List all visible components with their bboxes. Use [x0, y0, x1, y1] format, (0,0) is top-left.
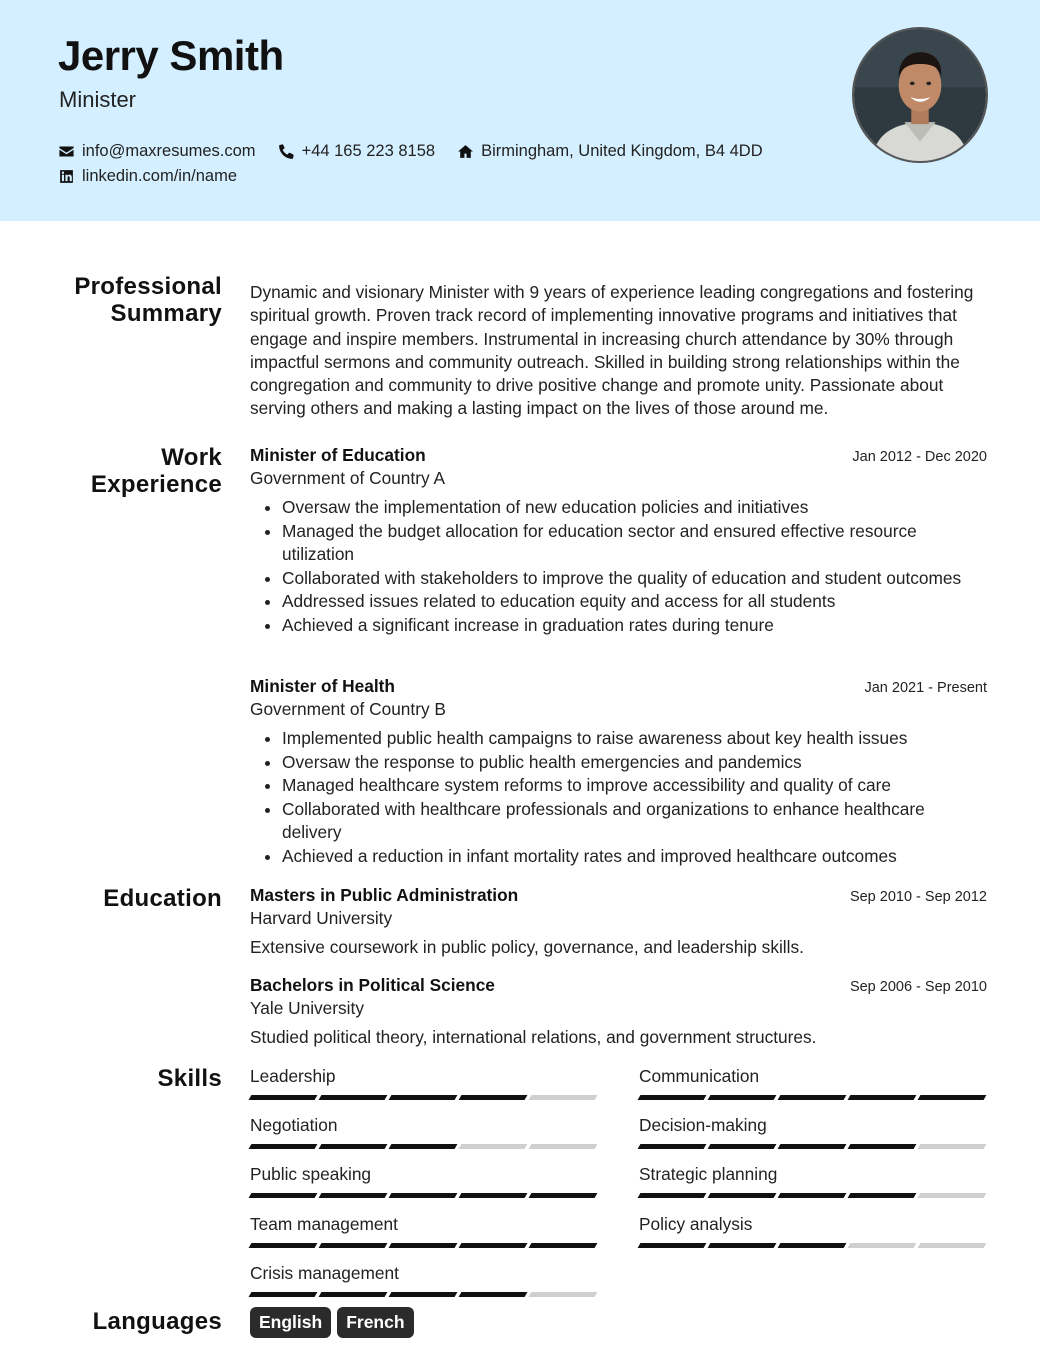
skill-name: Team management — [250, 1214, 398, 1234]
linkedin-icon — [58, 168, 75, 185]
work-heading — [91, 444, 222, 498]
skill-level-segment — [778, 1144, 847, 1149]
skill-level-segment — [459, 1193, 528, 1198]
skill-level-segment — [389, 1095, 458, 1100]
skills-heading: Skills — [157, 1065, 222, 1092]
skill-level-bar — [250, 1095, 598, 1100]
education-desc: Extensive coursework in public policy, governance, and leadership skills. — [250, 937, 804, 957]
skill-item — [639, 1115, 987, 1149]
skill-level-bar — [250, 1243, 598, 1248]
language-tag: English — [250, 1307, 331, 1338]
skill-item — [250, 1115, 598, 1149]
skill-level-segment — [319, 1193, 388, 1198]
job-entry-title: Minister of Education — [250, 445, 426, 465]
skill-level-segment — [249, 1095, 318, 1100]
linkedin-text: linkedin.com/in/name — [82, 166, 237, 185]
list-item: • Collaborated with stakeholders to improve the quality of education and student outcomes — [282, 567, 987, 591]
summary-text: Dynamic and visionary Minister with 9 years of experience leading congregations and fostering spiritual growth. Proven track record of implementing innovative programs and initiatives that engage and inspire members. Instrumental in increasing church attendance by 30% through impactful sermons and community outreach. Skilled in building strong relationships within the congregation and community to drive positive change and promote unity. Passionate about serving others and making a lasting impact on the lives of those around me. — [250, 282, 974, 419]
skill-level-segment — [638, 1193, 707, 1198]
phone-icon — [278, 143, 295, 160]
list-item: • Collaborated with healthcare professionals and organizations to enhance healthcare delivery — [282, 798, 987, 845]
education-date: Sep 2010 - Sep 2012 — [849, 889, 987, 905]
header-banner — [0, 0, 1040, 221]
phone-text: +44 165 223 8158 — [301, 141, 436, 160]
degree-title: Bachelors in Political Science — [250, 975, 495, 995]
list-item: • Oversaw the implementation of new education policies and initiatives — [282, 496, 987, 520]
skill-level-segment — [708, 1193, 777, 1198]
skill-level-segment — [319, 1292, 388, 1297]
skill-level-segment — [459, 1144, 528, 1149]
job-bullets — [250, 727, 987, 868]
home-icon — [457, 143, 474, 160]
skill-name: Public speaking — [250, 1164, 372, 1184]
job-bullets — [250, 496, 987, 637]
skill-item — [250, 1263, 598, 1297]
job-entry-date: Jan 2012 - Dec 2020 — [852, 449, 987, 465]
language-tag: French — [337, 1307, 413, 1338]
skill-level-segment — [848, 1095, 917, 1100]
linkedin-contact[interactable] — [58, 167, 237, 186]
skill-level-bar — [250, 1292, 598, 1297]
summary-heading-line1: Professional — [74, 273, 222, 300]
job-title: Minister — [59, 87, 137, 112]
job-entry — [250, 676, 987, 868]
address-text: Birmingham, United Kingdom, B4 4DD — [481, 141, 763, 160]
skill-level-segment — [708, 1095, 777, 1100]
skill-level-segment — [249, 1243, 318, 1248]
email-contact[interactable] — [58, 142, 256, 161]
skill-level-segment — [708, 1144, 777, 1149]
skill-name: Strategic planning — [639, 1164, 778, 1184]
skill-item — [250, 1214, 598, 1248]
skill-level-bar — [639, 1243, 987, 1248]
school-name: Yale University — [250, 998, 364, 1018]
skill-level-segment — [918, 1095, 987, 1100]
skill-level-segment — [389, 1144, 458, 1149]
profile-photo — [852, 27, 988, 163]
job-entry — [250, 445, 987, 637]
list-item: • Oversaw the response to public health emergencies and pandemics — [282, 751, 987, 775]
skill-level-segment — [778, 1095, 847, 1100]
skill-name: Leadership — [250, 1066, 336, 1086]
skill-level-segment — [638, 1243, 707, 1248]
summary-heading-line2: Summary — [110, 300, 222, 327]
skill-level-bar — [250, 1144, 598, 1149]
skill-level-segment — [319, 1243, 388, 1248]
skill-level-segment — [848, 1144, 917, 1149]
skill-level-segment — [459, 1292, 528, 1297]
education-heading: Education — [103, 885, 222, 912]
list-item: • Achieved a significant increase in graduation rates during tenure — [282, 614, 987, 638]
skill-name: Crisis management — [250, 1263, 399, 1283]
address-contact — [457, 142, 763, 161]
degree-title: Masters in Public Administration — [250, 885, 519, 905]
education-entry — [250, 975, 987, 1049]
skill-level-segment — [918, 1193, 987, 1198]
skill-level-segment — [848, 1193, 917, 1198]
skill-level-bar — [250, 1193, 598, 1198]
language-tags — [250, 1307, 414, 1338]
skill-name: Decision-making — [639, 1115, 767, 1135]
skill-level-segment — [529, 1292, 598, 1297]
skill-level-segment — [389, 1243, 458, 1248]
skill-level-segment — [638, 1095, 707, 1100]
skill-level-segment — [319, 1095, 388, 1100]
skill-level-segment — [459, 1243, 528, 1248]
school-name: Harvard University — [250, 908, 393, 928]
education-desc: Studied political theory, international relations, and government structures. — [250, 1027, 817, 1047]
skill-level-segment — [249, 1144, 318, 1149]
skill-name: Negotiation — [250, 1115, 338, 1135]
job-entry-org: Government of Country A — [250, 468, 445, 488]
skill-item — [250, 1164, 598, 1198]
skill-level-segment — [249, 1193, 318, 1198]
skill-level-segment — [529, 1243, 598, 1248]
list-item: • Managed healthcare system reforms to improve accessibility and quality of care — [282, 774, 987, 798]
skill-level-bar — [639, 1095, 987, 1100]
contact-info — [58, 139, 785, 189]
skill-name: Communication — [639, 1066, 760, 1086]
envelope-icon — [58, 143, 75, 160]
skill-item — [639, 1066, 987, 1100]
candidate-name: Jerry Smith — [58, 32, 284, 79]
skill-level-segment — [848, 1243, 917, 1248]
skill-level-segment — [778, 1243, 847, 1248]
skill-level-segment — [918, 1144, 987, 1149]
skill-item — [250, 1066, 598, 1100]
job-entry-title: Minister of Health — [250, 676, 395, 696]
education-date: Sep 2006 - Sep 2010 — [849, 979, 987, 995]
job-entry-org: Government of Country B — [250, 699, 446, 719]
skill-item — [639, 1214, 987, 1248]
skill-level-segment — [249, 1292, 318, 1297]
skill-level-segment — [459, 1095, 528, 1100]
work-heading-line1: Work — [161, 444, 222, 471]
skill-level-segment — [529, 1095, 598, 1100]
skill-level-segment — [529, 1144, 598, 1149]
work-heading-line2: Experience — [90, 471, 222, 498]
skill-level-segment — [319, 1144, 388, 1149]
education-entry — [250, 885, 987, 959]
skill-level-bar — [639, 1144, 987, 1149]
skill-level-segment — [778, 1193, 847, 1198]
skill-level-segment — [918, 1243, 987, 1248]
summary-heading — [74, 273, 222, 327]
job-entry-date: Jan 2021 - Present — [864, 680, 987, 696]
skill-level-segment — [389, 1292, 458, 1297]
list-item: • Achieved a reduction in infant mortality rates and improved healthcare outcomes — [282, 845, 987, 869]
list-item: • Implemented public health campaigns to raise awareness about key health issues — [282, 727, 987, 751]
skill-name: Policy analysis — [639, 1214, 753, 1234]
list-item: • Addressed issues related to education equity and access for all students — [282, 590, 987, 614]
skill-level-segment — [529, 1193, 598, 1198]
skill-level-segment — [389, 1193, 458, 1198]
languages-heading: Languages — [92, 1308, 222, 1335]
email-text: info@maxresumes.com — [82, 141, 256, 160]
phone-contact[interactable] — [278, 142, 436, 161]
skill-level-segment — [638, 1144, 707, 1149]
list-item: • Managed the budget allocation for education sector and ensured effective resource utilization — [282, 520, 987, 567]
skill-level-bar — [639, 1193, 987, 1198]
skill-level-segment — [708, 1243, 777, 1248]
summary-section — [250, 281, 987, 421]
skill-item — [639, 1164, 987, 1198]
